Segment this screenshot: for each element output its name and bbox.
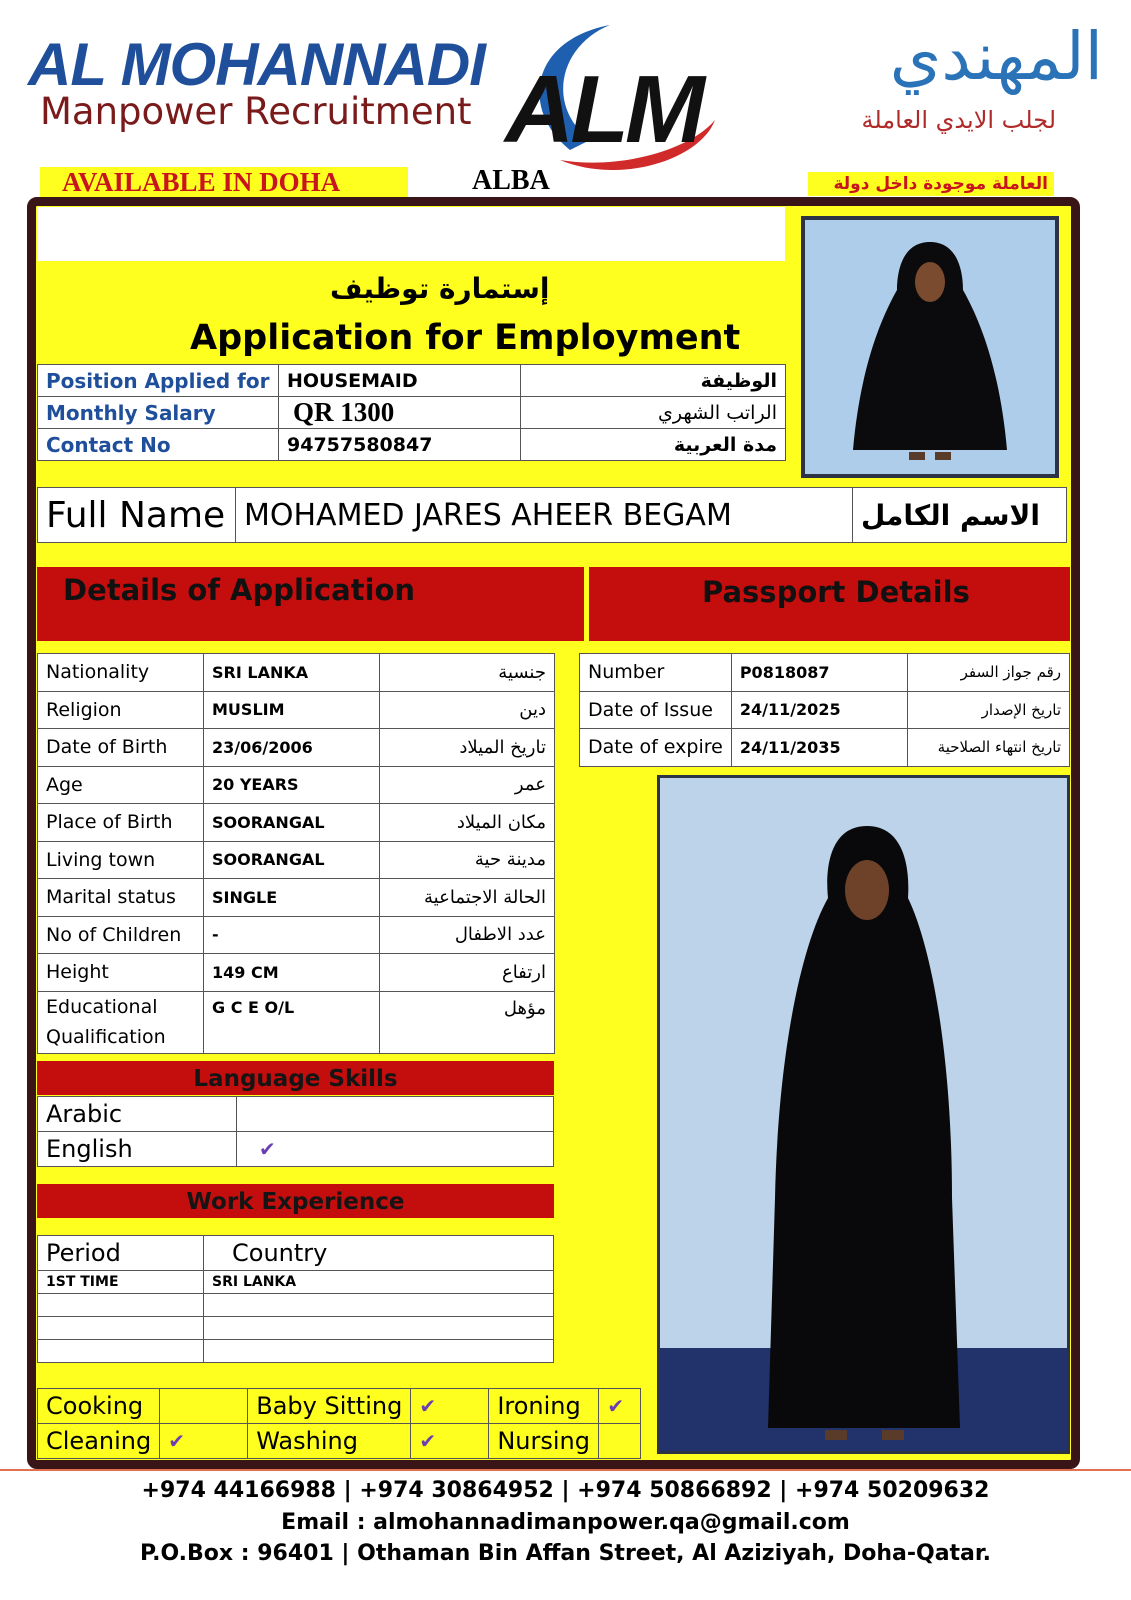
footer-email: Email : almohannadimanpower.qa@gmail.com: [281, 1510, 850, 1535]
passport-header: [589, 567, 1070, 641]
country-value: [204, 1340, 554, 1363]
detail-value: 149 CM: [204, 954, 380, 992]
passport-value: P0818087: [731, 654, 907, 692]
skill-name: Baby Sitting: [248, 1389, 411, 1424]
passport-label: Date of expire: [580, 729, 732, 767]
table-row: [38, 954, 555, 992]
contact-label-ar: مدة العربية: [521, 429, 786, 461]
table-row: [38, 1389, 641, 1424]
language-name: Arabic: [38, 1097, 237, 1132]
salary-value: QR 1300: [279, 397, 521, 429]
form-title: Application for Employment: [190, 318, 741, 358]
table-row: [38, 841, 555, 879]
table-row: [38, 691, 555, 729]
skill-name: Cooking: [38, 1389, 160, 1424]
detail-value: SRI LANKA: [204, 654, 380, 692]
footer-divider: [0, 1469, 1131, 1471]
table-row: [38, 654, 555, 692]
detail-label: Nationality: [38, 654, 204, 692]
passport-label: Date of Issue: [580, 691, 732, 729]
passport-title: Passport Details: [702, 575, 970, 609]
detail-label-ar: جنسية: [380, 654, 555, 692]
position-value: HOUSEMAID: [279, 365, 521, 397]
detail-label: Place of Birth: [38, 804, 204, 842]
language-skills-header: Language Skills: [37, 1061, 554, 1095]
portrait-photo: [801, 216, 1059, 478]
passport-label-ar: تاريخ انتهاء الصلاحية: [907, 729, 1069, 767]
table-row: [38, 916, 555, 954]
country-header: Country: [204, 1236, 554, 1271]
table-row: [38, 991, 555, 1053]
table-row: [580, 654, 1070, 692]
table-row: [38, 397, 786, 429]
detail-value: SOORANGAL: [204, 804, 380, 842]
skill-name: Cleaning: [38, 1424, 160, 1459]
detail-value: MUSLIM: [204, 691, 380, 729]
details-title: Details of Application: [63, 573, 416, 607]
passport-value: 24/11/2035: [731, 729, 907, 767]
details-table: [37, 653, 555, 1054]
detail-label-ar: عدد الاطفال: [380, 916, 555, 954]
candidate-code: ALBA: [472, 165, 550, 196]
skill-check-icon: [160, 1389, 248, 1424]
detail-label: Educational Qualification: [38, 991, 204, 1053]
country-value: [204, 1294, 554, 1317]
contact-label: Contact No: [38, 429, 279, 461]
table-row: [38, 1236, 554, 1271]
skill-check-icon: ✔: [599, 1389, 641, 1424]
passport-table: [579, 653, 1070, 767]
skill-check-icon: ✔: [411, 1389, 489, 1424]
language-table: [37, 1096, 554, 1167]
detail-label: Age: [38, 766, 204, 804]
table-row: [38, 1424, 641, 1459]
detail-value: -: [204, 916, 380, 954]
table-row: [38, 365, 786, 397]
skill-check-icon: ✔: [160, 1424, 248, 1459]
details-header: [37, 567, 584, 641]
detail-label-ar: الحالة الاجتماعية: [380, 879, 555, 917]
table-row: [38, 729, 555, 767]
table-row: [38, 766, 555, 804]
detail-label-ar: ارتفاع: [380, 954, 555, 992]
table-row: [580, 729, 1070, 767]
detail-label-ar: دين: [380, 691, 555, 729]
detail-value: SOORANGAL: [204, 841, 380, 879]
work-experience-header: Work Experience: [37, 1184, 554, 1218]
detail-value: SINGLE: [204, 879, 380, 917]
table-row: [580, 691, 1070, 729]
brand-name-ar: المهندي: [889, 18, 1103, 95]
skill-check-icon: [599, 1424, 641, 1459]
table-row: [38, 1271, 554, 1294]
detail-label-ar: مدينة حية: [380, 841, 555, 879]
detail-label-ar: مؤهل: [380, 991, 555, 1053]
availability-label: AVAILABLE IN DOHA: [40, 167, 408, 197]
period-value: [38, 1294, 204, 1317]
full-name-value: MOHAMED JARES AHEER BEGAM: [236, 488, 853, 543]
skill-name: Washing: [248, 1424, 411, 1459]
form-title-ar: إستمارة توظيف: [330, 272, 550, 305]
detail-label: Living town: [38, 841, 204, 879]
skill-name: Ironing: [489, 1389, 599, 1424]
passport-label-ar: تاريخ الإصدار: [907, 691, 1069, 729]
full-name-table: [37, 487, 1067, 543]
skills-table: [37, 1388, 641, 1459]
detail-label: Height: [38, 954, 204, 992]
detail-label-ar: عمر: [380, 766, 555, 804]
passport-label-ar: رقم جواز السفر: [907, 654, 1069, 692]
table-row: [38, 1132, 554, 1167]
full-name-label-ar: الاسم الكامل: [853, 488, 1067, 543]
table-row: [38, 879, 555, 917]
country-value: [204, 1317, 554, 1340]
detail-value: G C E O/L: [204, 991, 380, 1053]
period-value: [38, 1317, 204, 1340]
period-header: Period: [38, 1236, 204, 1271]
contact-value: 94757580847: [279, 429, 521, 461]
footer-phones: +974 44166988 | +974 30864952 | +974 50866892 | +974 50209632: [141, 1478, 990, 1503]
passport-value: 24/11/2025: [731, 691, 907, 729]
brand-subtitle-ar: لجلب الايدي العاملة: [861, 106, 1056, 134]
blank-strip: [37, 207, 785, 261]
full-body-photo: [657, 775, 1070, 1454]
footer-address: P.O.Box : 96401 | Othaman Bin Affan Street, Al Aziziyah, Doha-Qatar.: [140, 1541, 991, 1566]
position-label: Position Applied for: [38, 365, 279, 397]
table-row: [38, 429, 786, 461]
detail-label: Date of Birth: [38, 729, 204, 767]
brand-mark: ALM: [505, 56, 701, 163]
detail-label: Religion: [38, 691, 204, 729]
full-name-label: Full Name: [38, 488, 236, 543]
detail-label-ar: مكان الميلاد: [380, 804, 555, 842]
period-value: 1ST TIME: [38, 1271, 204, 1294]
job-info-table: [37, 364, 786, 461]
table-row: [38, 488, 1067, 543]
table-row: [38, 1294, 554, 1317]
detail-value: 20 YEARS: [204, 766, 380, 804]
detail-label: Marital status: [38, 879, 204, 917]
detail-label-ar: تاريخ الميلاد: [380, 729, 555, 767]
period-value: [38, 1340, 204, 1363]
skill-check-icon: ✔: [411, 1424, 489, 1459]
salary-label: Monthly Salary: [38, 397, 279, 429]
country-value: SRI LANKA: [204, 1271, 554, 1294]
language-check-icon: [237, 1097, 554, 1132]
language-name: English: [38, 1132, 237, 1167]
position-label-ar: الوظيفة: [521, 365, 786, 397]
work-experience-table: [37, 1235, 554, 1363]
brand-subtitle: Manpower Recruitment: [40, 90, 472, 133]
detail-label: No of Children: [38, 916, 204, 954]
person-full-body-icon: [660, 778, 1067, 1451]
passport-label: Number: [580, 654, 732, 692]
brand-name: AL MOHANNADI: [28, 31, 485, 98]
alm-logo: [500, 10, 730, 170]
table-row: [38, 1317, 554, 1340]
detail-value: 23/06/2006: [204, 729, 380, 767]
table-row: [38, 1097, 554, 1132]
salary-label-ar: الراتب الشهري: [521, 397, 786, 429]
header: [0, 0, 1131, 165]
skill-name: Nursing: [489, 1424, 599, 1459]
table-row: [38, 804, 555, 842]
language-check-icon: ✔: [237, 1132, 554, 1167]
availability-label-ar: العاملة موجودة داخل دولة: [808, 172, 1054, 196]
person-portrait-icon: [805, 220, 1055, 474]
table-row: [38, 1340, 554, 1363]
